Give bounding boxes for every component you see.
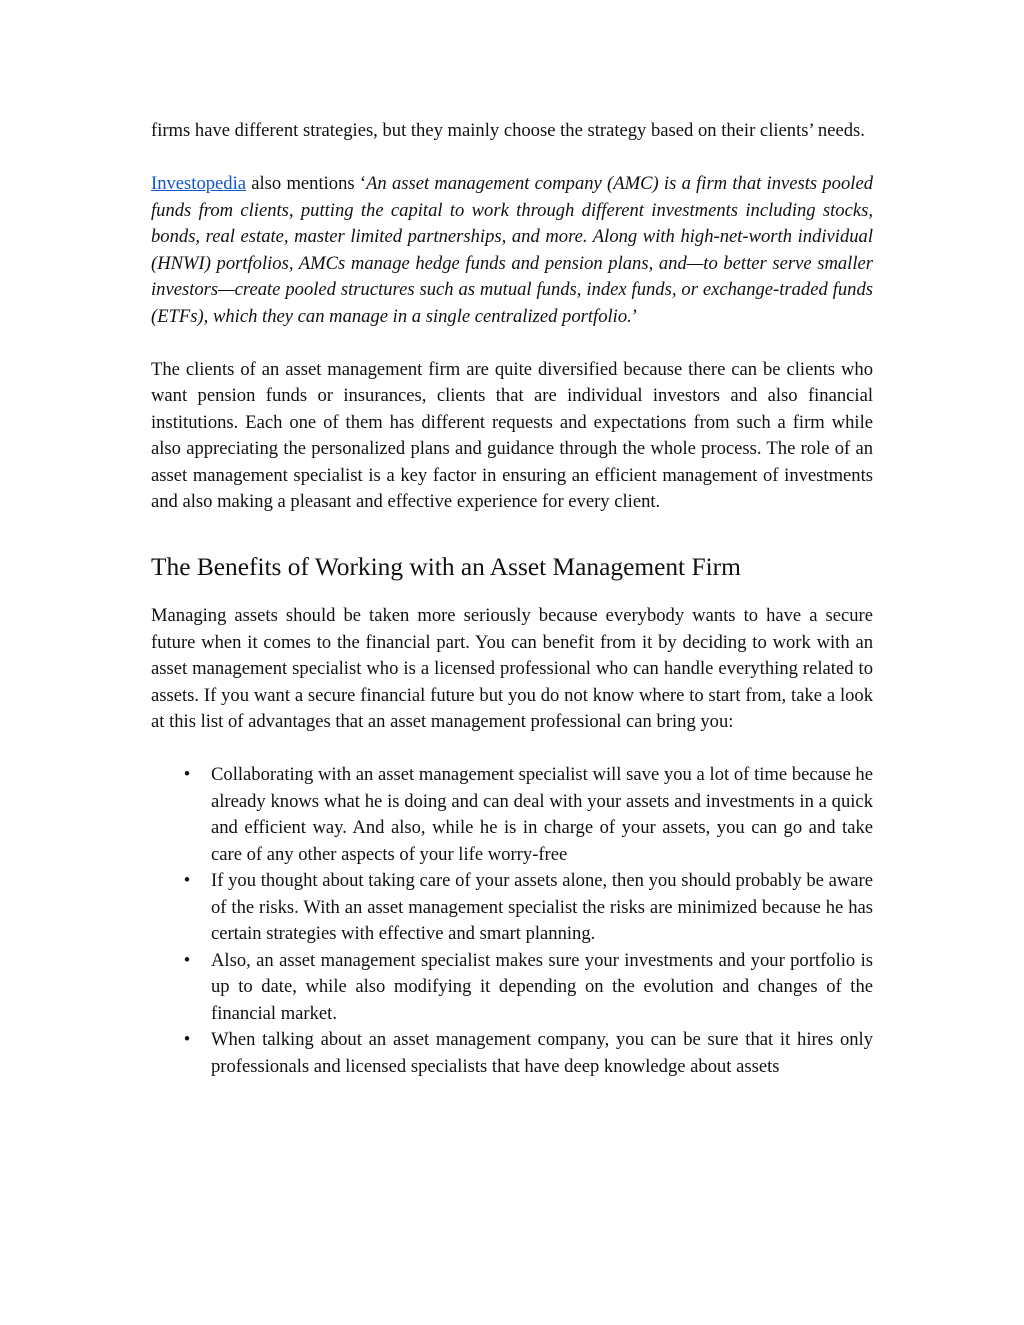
bullet-icon: • — [183, 949, 191, 971]
document-page — [151, 118, 873, 1080]
paragraph-managing: Managing assets should be taken more seriously because everybody wants to have a secure future when it comes to the financial part. You can benefit from it by deciding to work with an asset management specialist who is a licensed professional who can handle everything related to assets. If you want a secure financial future but you do not know where to start from, take a look at this list of advantages that an asset management professional can bring you: — [151, 605, 873, 732]
list-item-text: Collaborating with an asset management specialist will save you a lot of time because he already knows what he is doing and can deal with your assets and investments in a quick and efficient way. And also, while he is in charge of your assets, you can go and take care of any other aspects of your life worry-free — [211, 764, 873, 865]
paragraph-gap — [151, 145, 873, 172]
paragraph-clients: The clients of an asset management firm are quite diversified because there can be clients who want pension funds or insurances, clients that are individual investors and also financial institutions. Each one of them has different requests and expectations from such a firm while also appreciating the personalized plans and guidance through the whole process. The role of an asset management specialist is a key factor in ensuring an efficient management of investments and also making a pleasant and effective experience for every client. — [151, 358, 873, 512]
quote-close: ’ — [631, 305, 638, 327]
bullet-icon: • — [183, 1029, 191, 1050]
paragraph-gap — [151, 330, 873, 357]
quote-lead: also mentions ‘ — [246, 173, 367, 194]
quote-body: An asset management company (AMC) is a firm that invests pooled funds from clients, putting the capital to work through different investments including stocks, bonds, real estate, master limited partnerships, and more. Along with high-net-worth individual (HNWI) portfolios, AMCs manage hedge funds and pension plans, and—to better serve smaller investors—create pooled structures such as mutual funds, index funds, or exchange-traded funds (ETFs), which they can manage in a single centralized portfolio. — [151, 173, 873, 327]
paragraph-intro: firms have different strategies, but they mainly choose the strategy based on their clients’ needs. — [151, 120, 865, 141]
paragraph-quote — [151, 171, 873, 330]
benefits-list — [151, 762, 873, 1080]
bullet-icon: • — [183, 764, 191, 785]
investopedia-link[interactable]: Investopedia — [151, 173, 247, 194]
list-item — [151, 1027, 873, 1080]
list-item — [151, 948, 873, 1028]
list-item-text: When talking about an asset management company, you can be sure that it hires only professionals and licensed specialists that have deep knowledge about assets — [211, 1029, 873, 1077]
section-heading: The Benefits of Working with an Asset Management Firm — [151, 553, 741, 581]
list-item-text: Also, an asset management specialist makes sure your investments and your portfolio is up to date, while also modifying it depending on the evolution and changes of the financial market. — [211, 949, 873, 1024]
list-item-text: If you thought about taking care of your assets alone, then you should probably be aware of the risks. With an asset management specialist the risks are minimized because he has certain strategies with effective and smart planning. — [211, 870, 873, 944]
list-item — [151, 868, 873, 948]
list-item — [151, 762, 873, 868]
paragraph-gap — [151, 736, 873, 763]
bullet-icon: • — [183, 870, 191, 891]
paragraph-gap — [151, 516, 873, 543]
